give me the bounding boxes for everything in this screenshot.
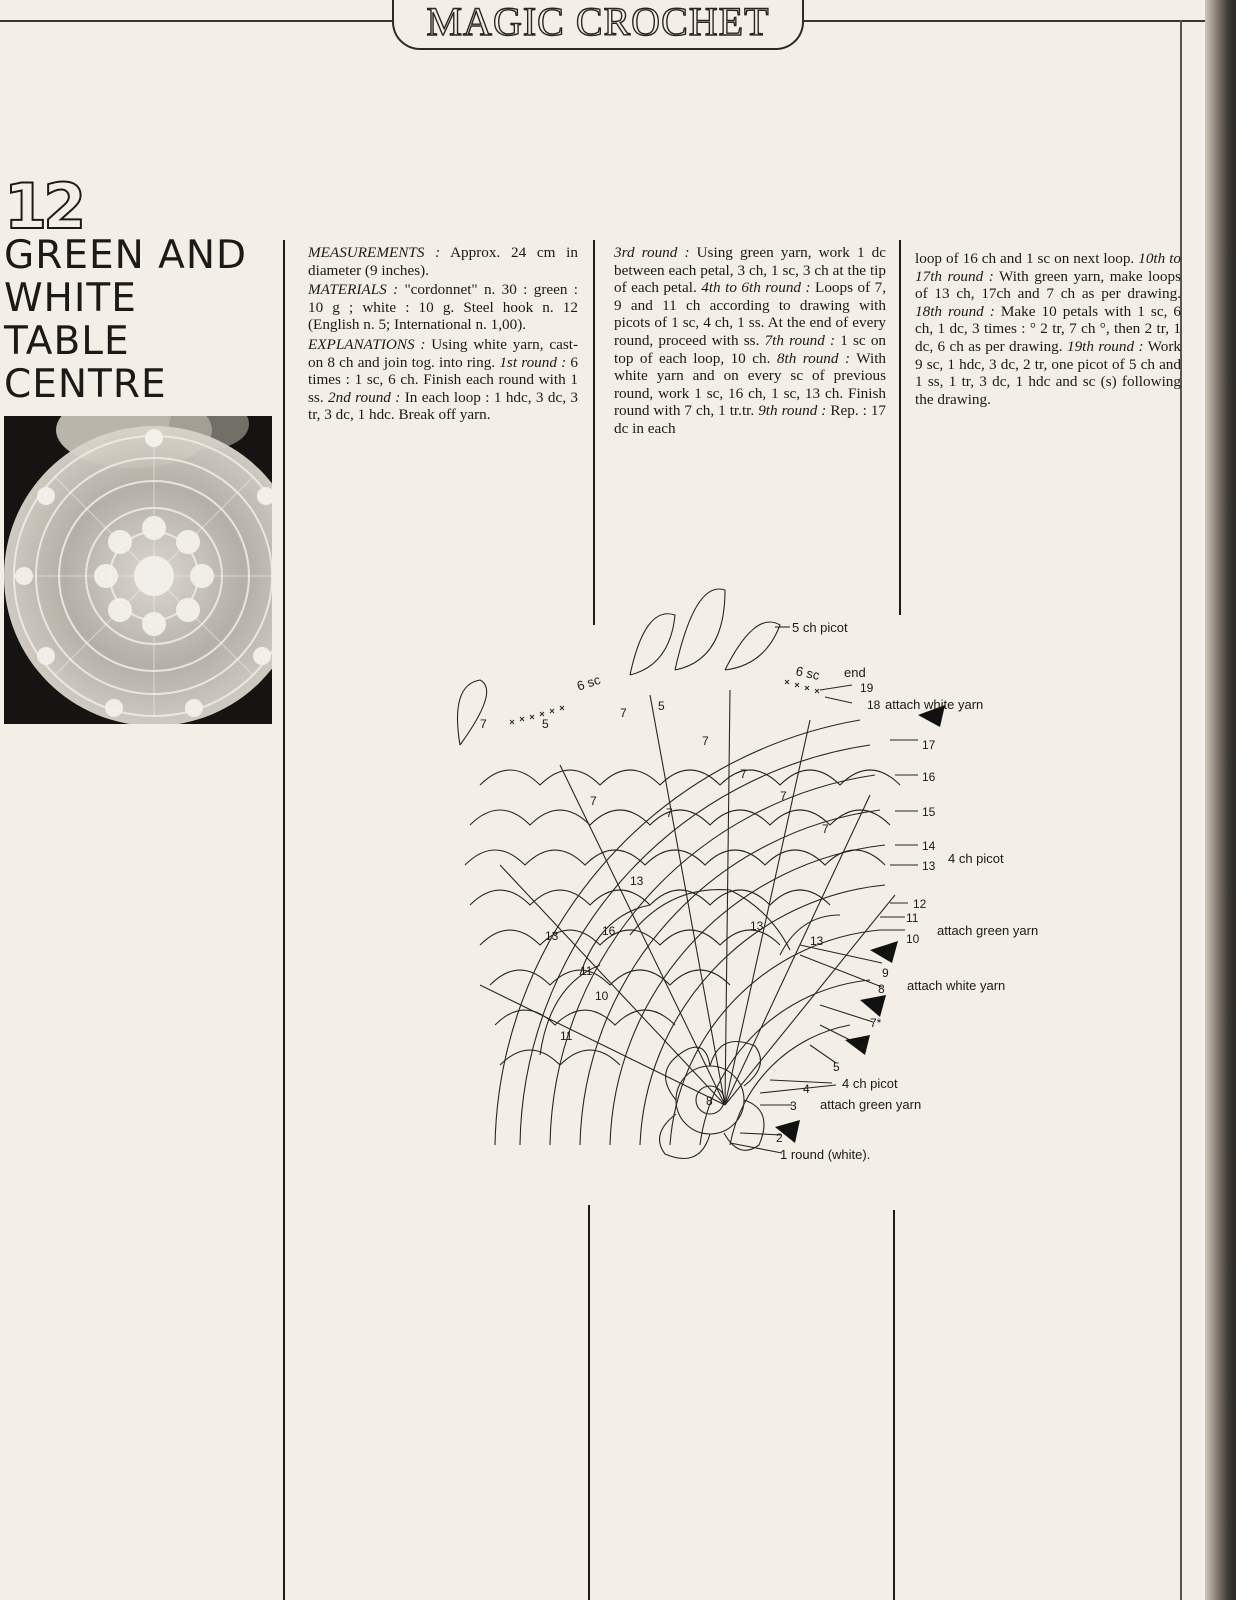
round-7-label: 7th round : <box>764 331 836 349</box>
label-5-ch-picot: 5 ch picot <box>792 620 848 635</box>
round-1-text: 6 times : 1 sc, 6 ch. Finish each round with 1 ss. <box>308 353 579 406</box>
round-number: 8 <box>878 982 885 996</box>
page-binding-shadow <box>1205 0 1236 1600</box>
materials-text: "cordonnet" n. 30 : green : 10 g ; white : 10 g. Steel hook n. 12 (English n. 5; International n. 1,00). <box>308 281 579 334</box>
doily-photo <box>4 416 272 724</box>
round-8-label: 8th round : <box>776 349 851 367</box>
round-number: 5 <box>833 1060 840 1074</box>
inner-number: 7 <box>590 794 597 808</box>
inner-number: 7 <box>666 806 673 820</box>
label-6-sc-top: 6 sc <box>794 663 821 683</box>
inner-number: 13 <box>630 874 644 888</box>
header-rule-left <box>0 20 392 22</box>
inner-number: 5 <box>542 717 549 731</box>
inner-number: 13 <box>810 934 824 948</box>
round-8-text: With white yarn and on every sc of previous round, work 1 sc, 16 ch, 1 sc, 13 ch. Finish round with 7 ch, 1 tr.tr. <box>614 349 887 420</box>
inner-number: 5 <box>658 699 665 713</box>
inner-number: 7 <box>620 706 627 720</box>
label-attach-white-2: attach white yarn <box>907 978 1006 993</box>
label-end: end <box>844 665 866 680</box>
title-line-3: TABLE <box>4 319 130 364</box>
round-number: 14 <box>922 839 936 853</box>
inner-number: 7 <box>480 717 487 731</box>
round-4-6-text: Loops of 7, 9 and 11 ch according to drawing with picots of 1 sc, 4 ch, 1 ss. At the end of every round, proceed with ss. <box>614 279 887 349</box>
round-4-6-label: 4th to 6th round : <box>701 279 811 297</box>
round-number: 3 <box>790 1099 797 1113</box>
round-7-text: 1 sc on top of each loop, 10 ch. <box>614 331 887 367</box>
title-line-1: GREEN AND <box>4 233 248 278</box>
inner-number: 10 <box>595 989 609 1003</box>
label-round-1-white: 1 round (white). <box>780 1147 871 1162</box>
title-line-2: WHITE <box>4 276 137 321</box>
header-rule-right <box>800 20 1205 22</box>
column-rule-2a <box>593 240 595 625</box>
measurements-label: MEASUREMENTS : <box>308 244 441 261</box>
round-number: 13 <box>922 859 936 873</box>
inner-number: 7 <box>740 767 747 781</box>
magazine-banner-title: MAGIC CROCHET <box>392 0 804 50</box>
round-10-17-label: 10th to 17th round : <box>915 250 1182 285</box>
column-rule-1 <box>283 240 285 1600</box>
round-number: 17 <box>922 738 936 752</box>
pattern-number: 12 <box>4 170 83 243</box>
round-number: 9 <box>882 966 889 980</box>
round-number: 11 <box>906 911 919 925</box>
round-2-label: 2nd round : <box>328 388 401 406</box>
measurements-text: Approx. 24 cm in diameter (9 inches). <box>308 244 578 279</box>
inner-number: 16 <box>602 924 616 938</box>
crochet-diagram <box>440 585 1100 1170</box>
round-19-text: Work 9 sc, 1 hdc, 3 dc, 2 tr, one picot of 5 ch and 1 ss, 1 tr, 3 dc, 1 hdc and sc (s) following the drawing. <box>915 337 1181 408</box>
label-6-sc-left: 6 sc <box>574 671 603 694</box>
round-number: 19 <box>860 681 874 695</box>
round-9-continued: loop of 16 ch and 1 sc on next loop. <box>915 250 1135 267</box>
text-column-1 <box>308 244 578 426</box>
round-number: 7* <box>870 1016 882 1030</box>
round-number: 18 <box>867 698 881 712</box>
round-number: 16 <box>922 770 936 784</box>
round-19-label: 19th round : <box>1066 337 1144 355</box>
materials-label: MATERIALS : <box>308 281 399 299</box>
explanations-label: EXPLANATIONS : <box>308 335 426 353</box>
round-1-label: 1st round : <box>499 353 567 371</box>
inner-number: 7 <box>780 789 787 803</box>
round-number: 10 <box>906 932 920 946</box>
inner-number: 13 <box>545 929 559 943</box>
column-rule-3a <box>899 240 901 615</box>
round-number: 15 <box>922 805 936 819</box>
label-attach-green-2: attach green yarn <box>820 1097 922 1112</box>
text-column-2 <box>614 244 886 440</box>
inner-number: 7 <box>822 822 829 836</box>
inner-number: 7 <box>702 734 709 748</box>
round-3-label: 3rd round : <box>614 244 690 261</box>
label-attach-white-1: attach white yarn <box>885 697 984 712</box>
inner-number: 11 <box>580 964 593 978</box>
label-4-ch-picot-1: 4 ch picot <box>948 851 1004 866</box>
label-4-ch-picot-2: 4 ch picot <box>842 1076 898 1091</box>
center-number: 8 <box>706 1094 713 1108</box>
title-line-4: CENTRE <box>4 362 167 407</box>
inner-number: 13 <box>750 919 764 933</box>
inner-number: 11 <box>560 1029 573 1043</box>
explanations-text: Using white yarn, cast-on 8 ch and join tog. into ring. <box>308 335 579 371</box>
round-number: 2 <box>776 1131 783 1145</box>
round-9-text: Rep. : 17 dc in each <box>614 402 887 437</box>
round-number: 6 <box>860 1042 867 1056</box>
round-18-text: Make 10 petals with 1 sc, 6 ch, 1 dc, 3 times : ° 2 tr, 7 ch °, then 2 tr, 1 dc, 6 ch as per drawing. <box>915 302 1182 355</box>
round-2-text: In each loop : 1 hdc, 3 dc, 3 tr, 3 dc, 1 hdc. Break off yarn. <box>308 388 579 424</box>
round-3-text: Using green yarn, work 1 dc between each petal, 3 ch, 1 sc, 3 ch at the tip of each petal. <box>614 244 886 297</box>
pattern-title <box>4 234 247 406</box>
round-9-label: 9th round : <box>758 402 827 420</box>
round-number: 4 <box>803 1082 810 1096</box>
round-18-label: 18th round : <box>915 302 995 320</box>
column-rule-2b <box>588 1205 590 1600</box>
round-number: 12 <box>913 897 927 911</box>
label-attach-green-1: attach green yarn <box>937 923 1039 938</box>
text-column-3 <box>915 250 1181 410</box>
round-10-17-text: With green yarn, make loops of 13 ch, 17ch and 7 ch as per drawing. <box>915 267 1181 303</box>
column-rule-3b <box>893 1210 895 1600</box>
